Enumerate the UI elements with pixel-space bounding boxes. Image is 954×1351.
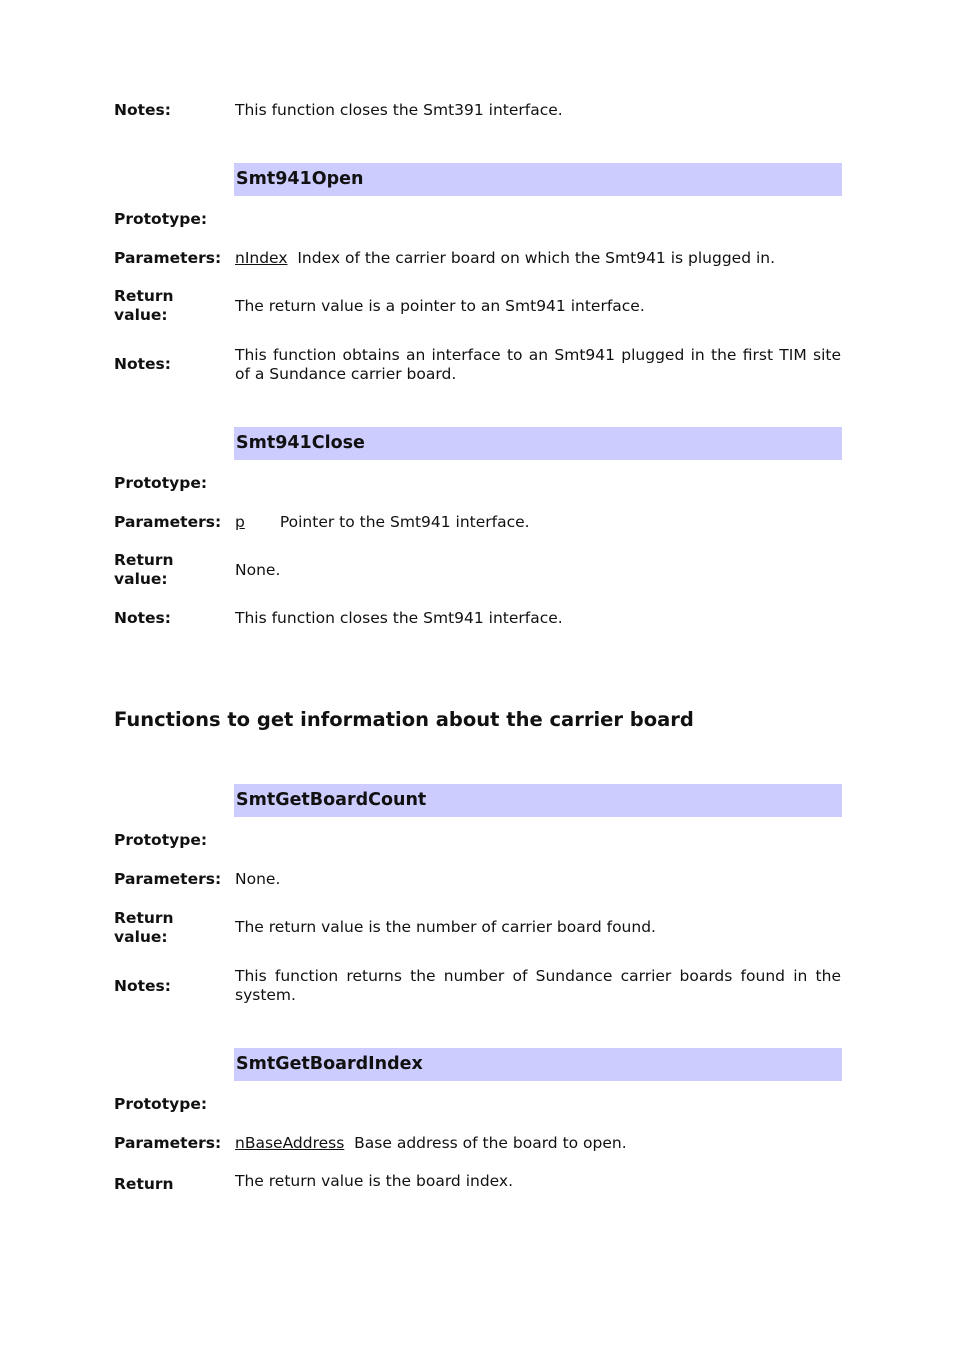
prototype-label: Prototype:: [114, 1095, 208, 1113]
return-label-line1: Return: [114, 287, 174, 305]
return-value-label: Return: [114, 1175, 174, 1193]
notes-text: This function obtains an interface to an Smt941 plugged in the first TIM site of a Sundance carrier board.: [235, 346, 841, 383]
return-value-text: None.: [235, 561, 281, 579]
parameters-label: Parameters:: [114, 249, 222, 267]
prototype-label: Prototype:: [114, 831, 208, 849]
parameters-text: None.: [235, 870, 281, 888]
param-name: nIndex: [235, 249, 288, 267]
notes-text: This function closes the Smt391 interface.: [235, 101, 563, 119]
param-name: nBaseAddress: [235, 1134, 345, 1152]
prototype-label: Prototype:: [114, 474, 208, 492]
return-value-text: The return value is a pointer to an Smt941 interface.: [235, 297, 645, 315]
parameters-label: Parameters:: [114, 1134, 222, 1152]
param-desc: Base address of the board to open.: [354, 1134, 627, 1152]
notes-label: Notes:: [114, 977, 171, 995]
return-label-line1: Return: [114, 909, 174, 927]
return-value-label: [114, 551, 174, 589]
return-value-text: The return value is the board index.: [235, 1172, 514, 1190]
function-title-smtgetboardcount: SmtGetBoardCount: [234, 784, 842, 817]
notes-label: Notes:: [114, 355, 171, 373]
parameters-label: Parameters:: [114, 870, 222, 888]
prototype-label: Prototype:: [114, 210, 208, 228]
parameters-text: [235, 513, 530, 532]
notes-label: Notes:: [114, 101, 171, 119]
return-label-line2: value:: [114, 306, 168, 324]
parameters-text: [235, 249, 775, 268]
section-heading: Functions to get information about the carrier board: [114, 708, 694, 731]
function-title-smt941open: Smt941Open: [234, 163, 842, 196]
return-label-line1: Return: [114, 551, 174, 569]
param-desc: Index of the carrier board on which the Smt941 is plugged in.: [297, 249, 776, 267]
param-name: p: [235, 513, 245, 531]
function-title-smt941close: Smt941Close: [234, 427, 842, 460]
notes-text: This function returns the number of Sundance carrier boards found in the system.: [235, 967, 841, 1004]
return-value-label: [114, 909, 174, 947]
notes-text: This function closes the Smt941 interface.: [235, 609, 563, 627]
return-label-line2: value:: [114, 570, 168, 588]
parameters-label: Parameters:: [114, 513, 222, 531]
return-label-line2: value:: [114, 928, 168, 946]
param-desc: Pointer to the Smt941 interface.: [279, 513, 530, 531]
return-value-text: The return value is the number of carrier board found.: [235, 918, 656, 936]
return-value-label: [114, 287, 174, 325]
function-title-smtgetboardindex: SmtGetBoardIndex: [234, 1048, 842, 1081]
parameters-text: [235, 1134, 627, 1153]
notes-label: Notes:: [114, 609, 171, 627]
